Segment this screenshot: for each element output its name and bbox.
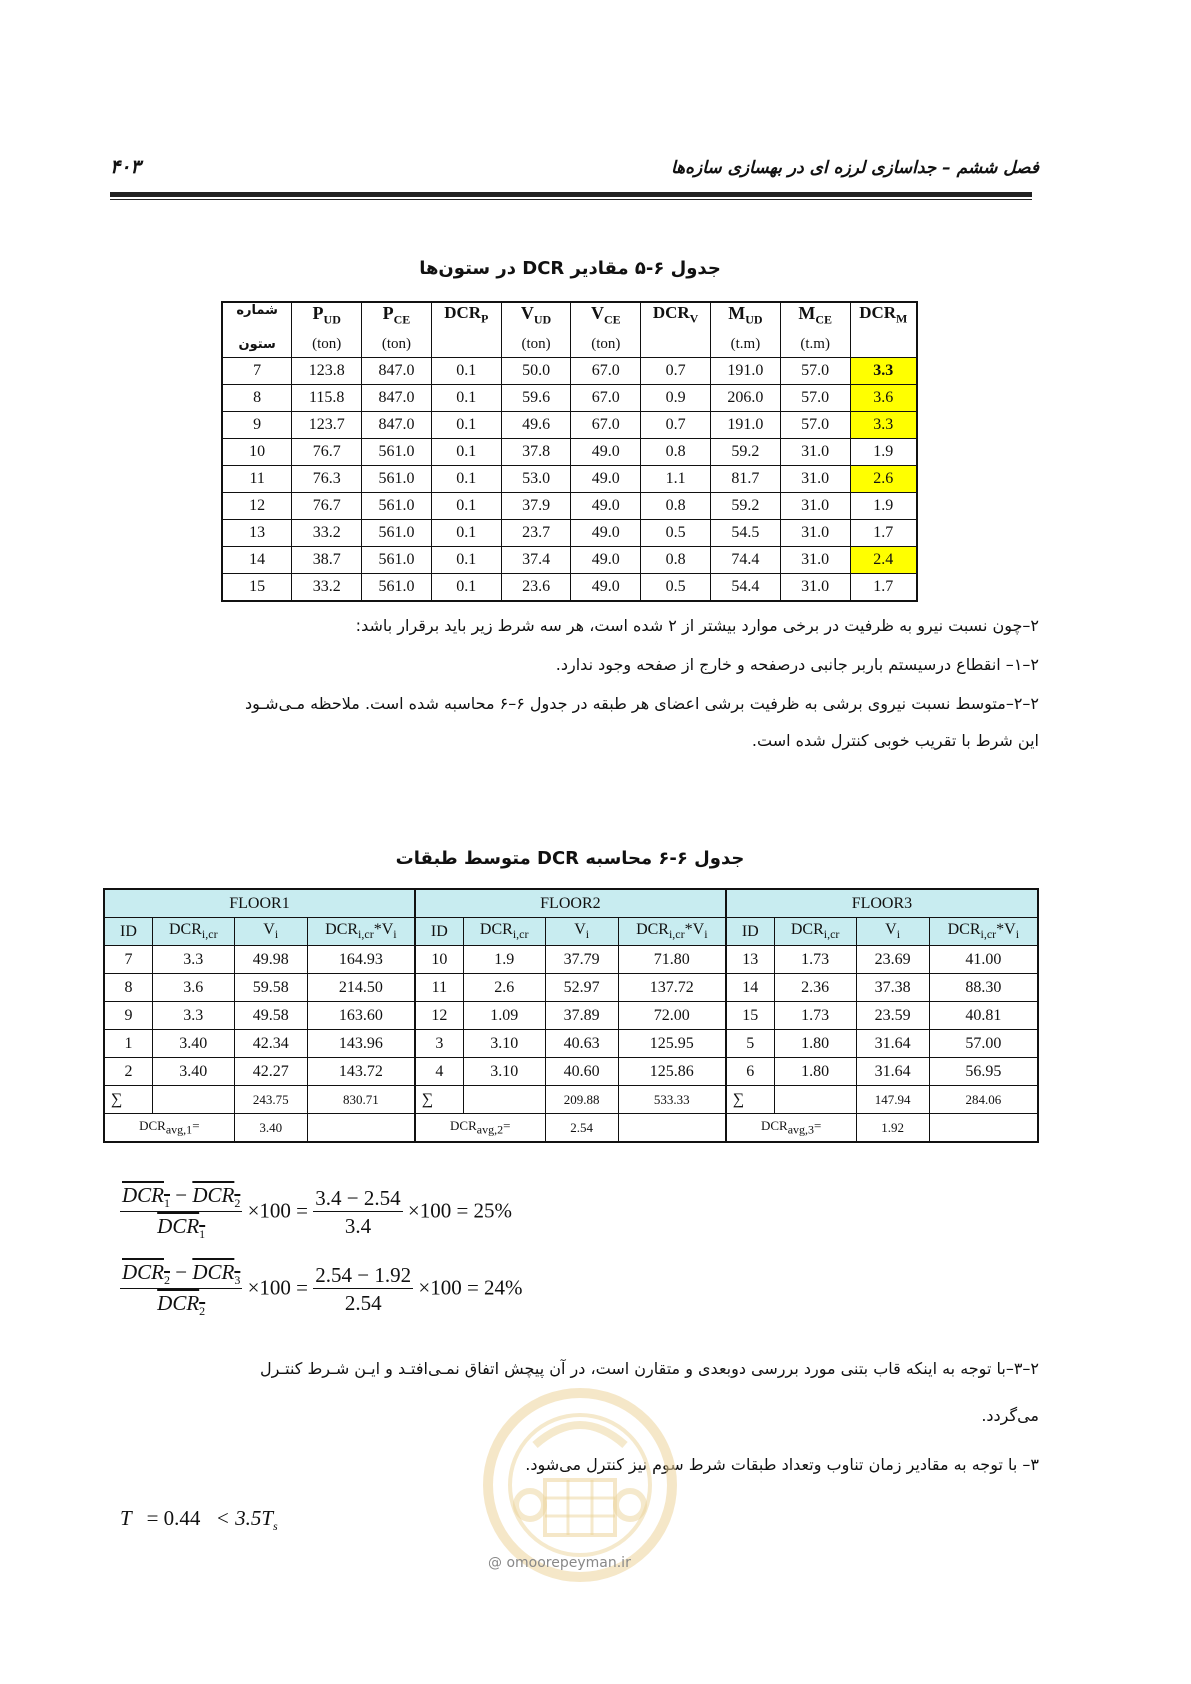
value-cell: 0.1 <box>431 520 501 547</box>
value-cell: 0.8 <box>641 493 711 520</box>
col-header-dcr-vi: $DCR_{i,cr}*V_i$ <box>618 918 726 946</box>
value-cell: 206.0 <box>711 385 781 412</box>
value-cell: 40.81 <box>929 1002 1038 1030</box>
value-cell: 37.79 <box>545 946 618 974</box>
unit-mce: (t.m) <box>780 331 850 358</box>
value-cell: 49.0 <box>571 520 641 547</box>
col-header-id: ID <box>104 918 152 946</box>
dcr-average-value: 1.92 <box>856 1114 929 1143</box>
table1-row <box>222 547 917 574</box>
paragraph-condition-intro: ۲–چون نسبت نیرو به ظرفیت در برخی موارد بیشتر از ۲ شده است، هر سه شرط زیر باید برقرار باشد: <box>355 616 1039 635</box>
value-cell: 0.1 <box>431 493 501 520</box>
value-cell: 31.0 <box>780 439 850 466</box>
table1-row <box>222 439 917 466</box>
dcr-average-label: $DCR_{avg,1}=$ <box>104 1114 234 1143</box>
value-cell: 81.7 <box>711 466 781 493</box>
value-cell: 38.7 <box>292 547 362 574</box>
member-id-cell: 7 <box>104 946 152 974</box>
value-cell: 1.9 <box>850 493 917 520</box>
col-header-dcrp: $DCR_P$ <box>431 302 501 358</box>
unit-vce: (ton) <box>571 331 641 358</box>
unit-mud: (t.m) <box>711 331 781 358</box>
column-number-cell: 10 <box>222 439 292 466</box>
paragraph-condition-1: ۲–۱– انقطاع درسیستم باربر جانبی درصفحه و خارج از صفحه وجود ندارد. <box>555 655 1039 674</box>
value-cell: 1.7 <box>850 574 917 602</box>
sum-vi-cell: 147.94 <box>856 1086 929 1114</box>
value-cell: 57.0 <box>780 358 850 385</box>
member-id-cell: 14 <box>726 974 774 1002</box>
value-cell: 561.0 <box>362 574 432 602</box>
value-cell: 2.6 <box>463 974 545 1002</box>
dcr-average-value: 3.40 <box>234 1114 307 1143</box>
value-cell: 40.63 <box>545 1030 618 1058</box>
value-cell: 0.9 <box>641 385 711 412</box>
member-id-cell: 10 <box>415 946 463 974</box>
value-cell: 37.9 <box>501 493 571 520</box>
value-cell: 23.69 <box>856 946 929 974</box>
col-header-dcr: $DCR_{i,cr}$ <box>463 918 545 946</box>
col-header-pud: $P_{UD}$ <box>292 302 362 331</box>
value-cell: 561.0 <box>362 466 432 493</box>
table1-row <box>222 520 917 547</box>
value-cell: 143.72 <box>307 1058 415 1086</box>
value-cell: 2.36 <box>774 974 856 1002</box>
value-cell: 3.6 <box>850 385 917 412</box>
value-cell: 56.95 <box>929 1058 1038 1086</box>
empty-cell <box>618 1114 726 1143</box>
table2-row <box>104 946 1038 974</box>
value-cell: 2.4 <box>850 547 917 574</box>
paragraph-condition-3-line1: ۲–۳–با توجه به اینکه قاب بتنی مورد بررسی دوبعدی و متقارن است، در آن پیچش اتفاق نمـی‌افتـد و ایـن شـرط کنتـرل <box>260 1359 1039 1378</box>
value-cell: 3.3 <box>850 358 917 385</box>
col-id-header-line2: ستون <box>222 331 292 358</box>
value-cell: 1.7 <box>850 520 917 547</box>
value-cell: 191.0 <box>711 412 781 439</box>
value-cell: 67.0 <box>571 358 641 385</box>
value-cell: 53.0 <box>501 466 571 493</box>
value-cell: 3.40 <box>152 1030 234 1058</box>
value-cell: 0.1 <box>431 412 501 439</box>
value-cell: 57.00 <box>929 1030 1038 1058</box>
eq2-lhs-fraction: $\frac{DCR_2 - DCR_3}{DCR_2}$ <box>122 1260 241 1319</box>
value-cell: 37.38 <box>856 974 929 1002</box>
table2-row <box>104 974 1038 1002</box>
value-cell: 49.58 <box>234 1002 307 1030</box>
value-cell: 0.1 <box>431 358 501 385</box>
value-cell: 847.0 <box>362 358 432 385</box>
value-cell: 561.0 <box>362 547 432 574</box>
value-cell: 3.3 <box>850 412 917 439</box>
table2-floor-header-row <box>104 889 1038 918</box>
value-cell: 561.0 <box>362 520 432 547</box>
value-cell: 3.6 <box>152 974 234 1002</box>
value-cell: 50.0 <box>501 358 571 385</box>
unit-pud: (ton) <box>292 331 362 358</box>
sigma-cell: ∑ <box>726 1086 774 1114</box>
value-cell: 59.6 <box>501 385 571 412</box>
value-cell: 1.80 <box>774 1030 856 1058</box>
column-number-cell: 14 <box>222 547 292 574</box>
value-cell: 31.0 <box>780 574 850 602</box>
dcr-floors-table <box>103 888 1039 1143</box>
page-number: ۴۰۳ <box>110 156 141 178</box>
value-cell: 41.00 <box>929 946 1038 974</box>
table1-row <box>222 412 917 439</box>
value-cell: 0.1 <box>431 439 501 466</box>
value-cell: 123.8 <box>292 358 362 385</box>
sum-dcr-vi-cell: 830.71 <box>307 1086 415 1114</box>
member-id-cell: 11 <box>415 974 463 1002</box>
table1-row <box>222 574 917 602</box>
empty-cell <box>152 1086 234 1114</box>
empty-cell <box>307 1114 415 1143</box>
value-cell: 76.7 <box>292 439 362 466</box>
table1-row <box>222 493 917 520</box>
value-cell: 0.1 <box>431 385 501 412</box>
member-id-cell: 15 <box>726 1002 774 1030</box>
value-cell: 1.1 <box>641 466 711 493</box>
table1-unit-row <box>222 331 917 358</box>
value-cell: 1.73 <box>774 946 856 974</box>
value-cell: 0.5 <box>641 520 711 547</box>
value-cell: 31.64 <box>856 1030 929 1058</box>
member-id-cell: 4 <box>415 1058 463 1086</box>
unit-pce: (ton) <box>362 331 432 358</box>
watermark-text: @ omoorepeyman.ir <box>488 1555 631 1571</box>
paragraph-condition-2-line1: ۲–۲–متوسط نسبت نیروی برشی به ظرفیت برشی اعضای هر طبقه در جدول ۶–۶ محاسبه شده است. ملاحظه مـی‌شـود <box>244 694 1039 713</box>
value-cell: 1.9 <box>463 946 545 974</box>
value-cell: 0.8 <box>641 439 711 466</box>
sigma-cell: ∑ <box>104 1086 152 1114</box>
value-cell: 23.59 <box>856 1002 929 1030</box>
floor-name-cell: FLOOR2 <box>415 889 726 918</box>
value-cell: 72.00 <box>618 1002 726 1030</box>
member-id-cell: 12 <box>415 1002 463 1030</box>
equation-period: $T = 0.44 < 3.5T_s$ <box>120 1506 278 1534</box>
value-cell: 49.0 <box>571 466 641 493</box>
table1-row <box>222 385 917 412</box>
value-cell: 125.86 <box>618 1058 726 1086</box>
value-cell: 23.6 <box>501 574 571 602</box>
col-header-vce: $V_{CE}$ <box>571 302 641 331</box>
table2-row <box>104 1030 1038 1058</box>
value-cell: 42.27 <box>234 1058 307 1086</box>
equation-floor2-floor3: $\frac{DCR_2 - DCR_3}{DCR_2}$ ×100 = $\frac{2.54 - 1.92}{2.54}$ ×100 = 24% <box>122 1260 523 1319</box>
value-cell: 0.1 <box>431 574 501 602</box>
value-cell: 1.80 <box>774 1058 856 1086</box>
equation-floor1-floor2: $\frac{DCR_1 - DCR_2}{DCR_1}$ ×100 = $\frac{3.4 - 2.54}{3.4}$ ×100 = 25% <box>122 1183 513 1242</box>
value-cell: 37.4 <box>501 547 571 574</box>
value-cell: 1.73 <box>774 1002 856 1030</box>
value-cell: 1.09 <box>463 1002 545 1030</box>
header-rule-thin <box>110 199 1032 200</box>
table2-sum-row <box>104 1086 1038 1114</box>
value-cell: 49.0 <box>571 493 641 520</box>
value-cell: 76.3 <box>292 466 362 493</box>
dcr-columns-table <box>221 301 918 602</box>
value-cell: 191.0 <box>711 358 781 385</box>
floor-name-cell: FLOOR3 <box>726 889 1038 918</box>
value-cell: 163.60 <box>307 1002 415 1030</box>
value-cell: 49.0 <box>571 439 641 466</box>
value-cell: 37.89 <box>545 1002 618 1030</box>
value-cell: 49.98 <box>234 946 307 974</box>
column-number-cell: 12 <box>222 493 292 520</box>
value-cell: 49.0 <box>571 574 641 602</box>
paragraph-condition-2-line2: این شرط با تقریب خوبی کنترل شده است. <box>751 731 1039 750</box>
value-cell: 49.0 <box>571 547 641 574</box>
table2-average-row <box>104 1114 1038 1143</box>
col-header-mce: $M_{CE}$ <box>780 302 850 331</box>
member-id-cell: 6 <box>726 1058 774 1086</box>
unit-vud: (ton) <box>501 331 571 358</box>
table2-body <box>104 889 1038 1142</box>
value-cell: 40.60 <box>545 1058 618 1086</box>
value-cell: 74.4 <box>711 547 781 574</box>
table2-caption: جدول ۶-۶ محاسبه DCR متوسط طبقات <box>395 848 745 869</box>
value-cell: 561.0 <box>362 493 432 520</box>
value-cell: 0.1 <box>431 547 501 574</box>
value-cell: 1.9 <box>850 439 917 466</box>
sum-dcr-vi-cell: 284.06 <box>929 1086 1038 1114</box>
col-header-id: ID <box>726 918 774 946</box>
value-cell: 123.7 <box>292 412 362 439</box>
value-cell: 31.0 <box>780 466 850 493</box>
member-id-cell: 13 <box>726 946 774 974</box>
member-id-cell: 2 <box>104 1058 152 1086</box>
paragraph-condition-3-line2: می‌گردد. <box>981 1406 1039 1425</box>
value-cell: 57.0 <box>780 385 850 412</box>
col-header-dcr: $DCR_{i,cr}$ <box>774 918 856 946</box>
value-cell: 125.95 <box>618 1030 726 1058</box>
value-cell: 3.3 <box>152 1002 234 1030</box>
value-cell: 0.8 <box>641 547 711 574</box>
value-cell: 115.8 <box>292 385 362 412</box>
sum-vi-cell: 243.75 <box>234 1086 307 1114</box>
col-header-mud: $M_{UD}$ <box>711 302 781 331</box>
value-cell: 847.0 <box>362 412 432 439</box>
col-id-header: شماره <box>222 302 292 331</box>
value-cell: 31.0 <box>780 520 850 547</box>
value-cell: 37.8 <box>501 439 571 466</box>
col-header-vi: $V_i$ <box>234 918 307 946</box>
value-cell: 52.97 <box>545 974 618 1002</box>
empty-cell <box>463 1086 545 1114</box>
value-cell: 57.0 <box>780 412 850 439</box>
eq1-lhs-fraction: $\frac{DCR_1 - DCR_2}{DCR_1}$ <box>122 1183 241 1242</box>
table1-header-row <box>222 302 917 331</box>
col-header-pce: $P_{CE}$ <box>362 302 432 331</box>
empty-cell <box>774 1086 856 1114</box>
table1-body <box>222 358 917 602</box>
column-number-cell: 13 <box>222 520 292 547</box>
value-cell: 71.80 <box>618 946 726 974</box>
eq1-rhs-fraction: $\frac{3.4 - 2.54}{3.4}$ <box>315 1186 401 1239</box>
value-cell: 2.6 <box>850 466 917 493</box>
col-header-vi: $V_i$ <box>856 918 929 946</box>
value-cell: 3.10 <box>463 1030 545 1058</box>
column-number-cell: 15 <box>222 574 292 602</box>
member-id-cell: 3 <box>415 1030 463 1058</box>
empty-cell <box>929 1114 1038 1143</box>
value-cell: 3.40 <box>152 1058 234 1086</box>
value-cell: 49.6 <box>501 412 571 439</box>
value-cell: 137.72 <box>618 974 726 1002</box>
col-header-id: ID <box>415 918 463 946</box>
paragraph-period-condition: ۳– با توجه به مقادیر زمان تناوب وتعداد طبقات شرط سوم نیز کنترل می‌شود. <box>525 1455 1039 1474</box>
value-cell: 164.93 <box>307 946 415 974</box>
value-cell: 3.10 <box>463 1058 545 1086</box>
member-id-cell: 8 <box>104 974 152 1002</box>
table1-caption: جدول ۶-۵ مقادیر DCR در ستون‌ها <box>419 258 721 279</box>
dcr-average-value: 2.54 <box>545 1114 618 1143</box>
value-cell: 54.5 <box>711 520 781 547</box>
value-cell: 31.64 <box>856 1058 929 1086</box>
value-cell: 67.0 <box>571 385 641 412</box>
value-cell: 88.30 <box>929 974 1038 1002</box>
value-cell: 847.0 <box>362 385 432 412</box>
value-cell: 31.0 <box>780 493 850 520</box>
value-cell: 42.34 <box>234 1030 307 1058</box>
value-cell: 561.0 <box>362 439 432 466</box>
dcr-average-label: $DCR_{avg,3}=$ <box>726 1114 856 1143</box>
value-cell: 54.4 <box>711 574 781 602</box>
sum-vi-cell: 209.88 <box>545 1086 618 1114</box>
value-cell: 143.96 <box>307 1030 415 1058</box>
table2-row <box>104 1058 1038 1086</box>
column-number-cell: 11 <box>222 466 292 493</box>
column-number-cell: 7 <box>222 358 292 385</box>
value-cell: 0.1 <box>431 466 501 493</box>
value-cell: 67.0 <box>571 412 641 439</box>
header-rule-thick <box>110 192 1032 197</box>
table1-row <box>222 358 917 385</box>
value-cell: 59.2 <box>711 493 781 520</box>
value-cell: 59.2 <box>711 439 781 466</box>
value-cell: 33.2 <box>292 520 362 547</box>
col-header-dcr-vi: $DCR_{i,cr}*V_i$ <box>929 918 1038 946</box>
value-cell: 0.5 <box>641 574 711 602</box>
dcr-average-label: $DCR_{avg,2}=$ <box>415 1114 545 1143</box>
value-cell: 23.7 <box>501 520 571 547</box>
table2-row <box>104 1002 1038 1030</box>
col-header-dcr: $DCR_{i,cr}$ <box>152 918 234 946</box>
value-cell: 214.50 <box>307 974 415 1002</box>
value-cell: 59.58 <box>234 974 307 1002</box>
value-cell: 31.0 <box>780 547 850 574</box>
member-id-cell: 1 <box>104 1030 152 1058</box>
value-cell: 0.7 <box>641 412 711 439</box>
member-id-cell: 5 <box>726 1030 774 1058</box>
column-number-cell: 9 <box>222 412 292 439</box>
value-cell: 33.2 <box>292 574 362 602</box>
value-cell: 3.3 <box>152 946 234 974</box>
col-header-dcr-vi: $DCR_{i,cr}*V_i$ <box>307 918 415 946</box>
member-id-cell: 9 <box>104 1002 152 1030</box>
eq2-rhs-fraction: $\frac{2.54 - 1.92}{2.54}$ <box>315 1263 412 1316</box>
sum-dcr-vi-cell: 533.33 <box>618 1086 726 1114</box>
floor-name-cell: FLOOR1 <box>104 889 415 918</box>
value-cell: 76.7 <box>292 493 362 520</box>
table2-column-header-row <box>104 918 1038 946</box>
running-header: فصل ششم – جداسازی لرزه ای در بهسازی سازه‌ها <box>670 158 1039 178</box>
col-header-vud: $V_{UD}$ <box>501 302 571 331</box>
col-header-vi: $V_i$ <box>545 918 618 946</box>
col-header-dcrm: $DCR_M$ <box>850 302 917 358</box>
sigma-cell: ∑ <box>415 1086 463 1114</box>
column-number-cell: 8 <box>222 385 292 412</box>
value-cell: 0.7 <box>641 358 711 385</box>
table1-row <box>222 466 917 493</box>
col-header-dcrv: $DCR_V$ <box>641 302 711 358</box>
